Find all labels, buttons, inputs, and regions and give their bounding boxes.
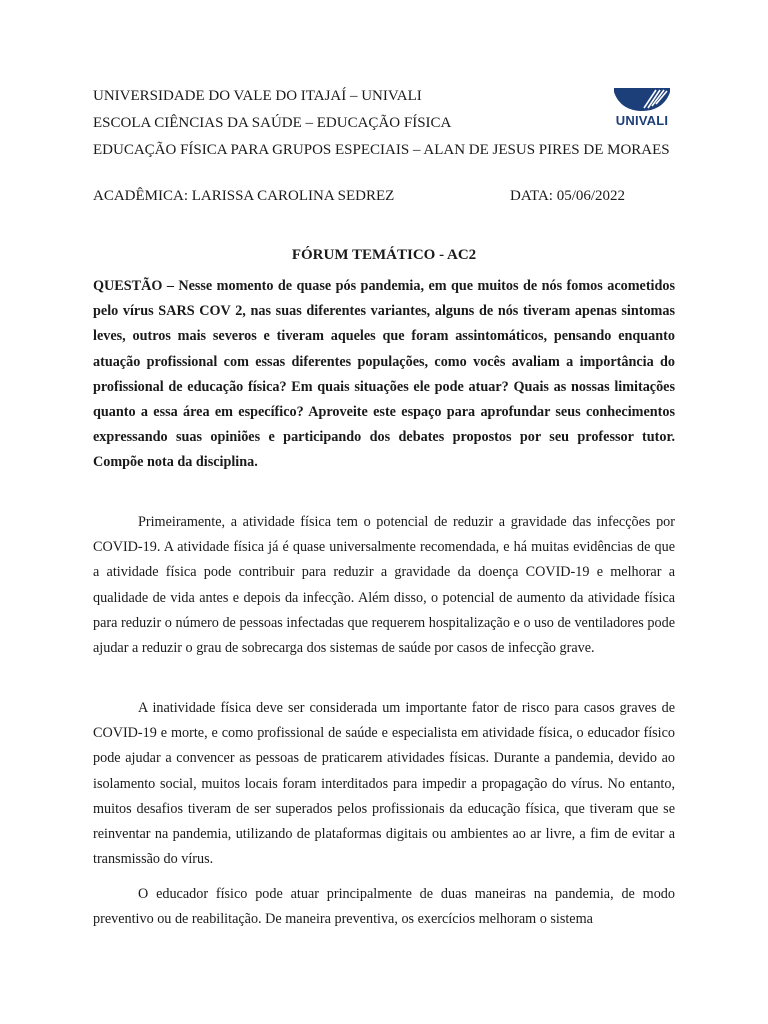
- logo-wordmark: UNIVALI: [615, 113, 669, 128]
- school-name: ESCOLA CIÊNCIAS DA SAÚDE – EDUCAÇÃO FÍSICA: [93, 115, 452, 131]
- course-name: EDUCAÇÃO FÍSICA PARA GRUPOS ESPECIAIS – ALAN DE JESUS PIRES DE MORAES: [93, 142, 670, 158]
- university-name: UNIVERSIDADE DO VALE DO ITAJAÍ – UNIVALI: [93, 88, 422, 104]
- document-date: DATA: 05/06/2022: [510, 188, 626, 204]
- paragraph-3: O educador físico pode atuar principalmente de duas maneiras na pandemia, de modo preventivo ou de reabilitação. De maneira preventiva, os exercícios melhoram o sistema: [93, 886, 675, 928]
- question-text: QUESTÃO – Nesse momento de quase pós pandemia, em que muitos de nós fomos acometidos pelo vírus SARS COV 2, nas suas diferentes variantes, alguns de nós tiveram apenas sintomas leves, outros mais severos e tiveram aqueles que foram assintomáticos, pensando enquanto atuação profissional com essas diferentes populações, como vocês avaliam a importância do profissional de educação física? Em quais situações ele pode atuar? Quais as nossas limitações quanto a essa área em específico? Aproveite este espaço para aprofundar seus conhecimentos expressando suas opiniões e participando dos debates propostos por seu professor tutor. Compõe nota da disciplina.: [93, 278, 675, 471]
- document-title: FÓRUM TEMÁTICO - AC2: [291, 247, 477, 263]
- univali-emblem-icon: [608, 86, 676, 114]
- paragraph-1: Primeiramente, a atividade física tem o potencial de reduzir a gravidade das infecções por COVID-19. A atividade física já é quase universalmente recomendada, e há muitas evidências de que a atividade física pode contribuir para reduzir a gravidade da doença COVID-19 e melhorar a qualidade de vida antes e depois da infecção. Além disso, o potencial de aumento da atividade física para reduzir o número de pessoas infectadas que requerem hospitalização e o uso de ventiladores pode ajudar a reduzir o grau de sobrecarga dos sistemas de saúde por casos de infecção grave.: [93, 514, 675, 657]
- document-page: [93, 0, 675, 1024]
- paragraph-2: A inatividade física deve ser considerada um importante fator de risco para casos graves de COVID-19 e morte, e como profissional de saúde e especialista em atividade física, o educador físico pode ajudar a convencer as pessoas de praticarem atividades físicas. Durante a pandemia, devido ao isolamento social, muitos locais foram interditados para impedir a propagação do vírus. No entanto, muitos desafios tiveram de ser superados pelos profissionais da educação física, que tiveram que se reinventar na pandemia, utilizando de plataformas digitais ou ambientes ao ar livre, a fim de evitar a transmissão do vírus.: [93, 700, 675, 868]
- univali-logo: [608, 86, 676, 130]
- student-name: ACADÊMICA: LARISSA CAROLINA SEDREZ: [93, 188, 395, 204]
